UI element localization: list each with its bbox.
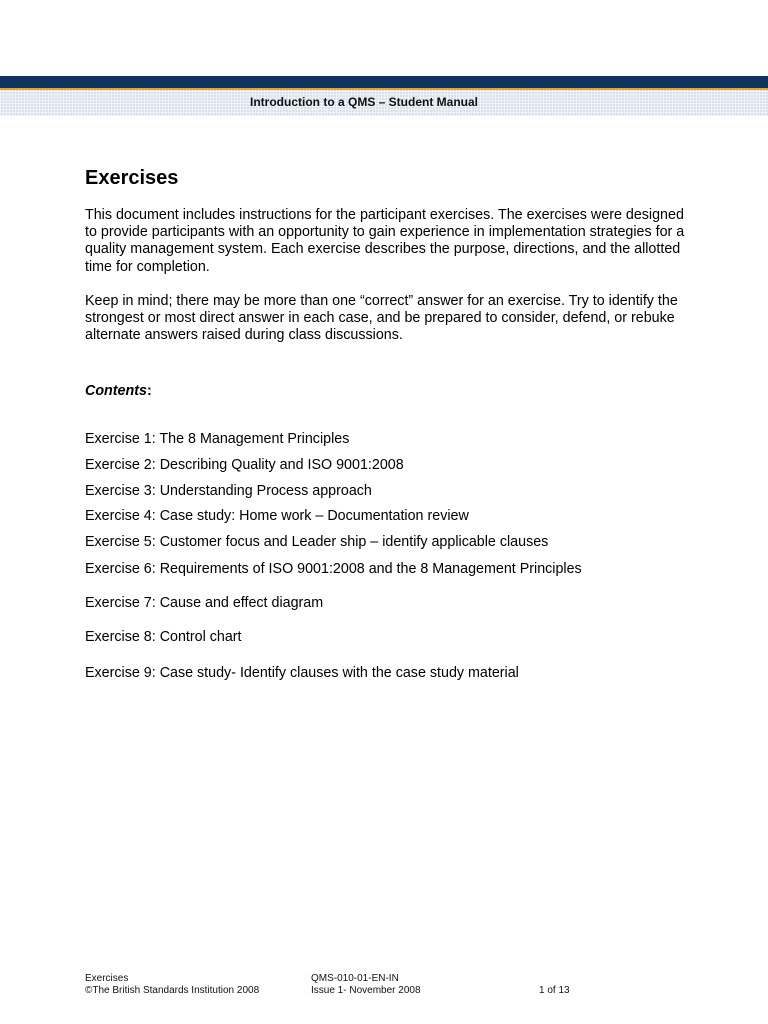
header-navy-bar	[0, 76, 768, 88]
contents-label-text: Contents	[85, 383, 147, 399]
running-header-title: Introduction to a QMS – Student Manual	[250, 95, 478, 109]
contents-label	[85, 383, 152, 399]
contents-item-exercise-8: Exercise 8: Control chart	[85, 629, 242, 645]
page-heading: Exercises	[85, 167, 179, 189]
intro-paragraph-1: This document includes instructions for the participant exercises. The exercises were designed to provide participants with an opportunity to gain experience in implementation strategies for a quality management system. Each exercise describes the purpose, directions, and the allotted time for completion.	[85, 207, 685, 275]
contents-item-exercise-5: Exercise 5: Customer focus and Leader ship – identify applicable clauses	[85, 534, 549, 550]
footer-doc-code: QMS-010-01-EN-IN	[311, 973, 399, 984]
contents-item-exercise-1: Exercise 1: The 8 Management Principles	[85, 431, 350, 447]
contents-label-colon: :	[146, 383, 152, 399]
contents-item-exercise-9: Exercise 9: Case study- Identify clauses with the case study material	[85, 665, 519, 681]
footer-page-number: 1 of 13	[539, 985, 570, 996]
contents-item-exercise-3: Exercise 3: Understanding Process approach	[85, 483, 372, 499]
footer-issue: Issue 1- November 2008	[311, 985, 421, 996]
footer-copyright: ©The British Standards Institution 2008	[85, 985, 260, 996]
contents-item-exercise-7: Exercise 7: Cause and effect diagram	[85, 595, 324, 611]
footer-section-name: Exercises	[85, 973, 129, 984]
contents-item-exercise-6: Exercise 6: Requirements of ISO 9001:2008 and the 8 Management Principles	[85, 561, 582, 577]
contents-item-exercise-4: Exercise 4: Case study: Home work – Documentation review	[85, 508, 469, 524]
contents-item-exercise-2: Exercise 2: Describing Quality and ISO 9001:2008	[85, 457, 404, 473]
intro-paragraph-2: Keep in mind; there may be more than one “correct” answer for an exercise. Try to identify the strongest or most direct answer in each case, and be prepared to consider, defend, or rebuke alternate answers raised during class discussions.	[85, 293, 678, 344]
